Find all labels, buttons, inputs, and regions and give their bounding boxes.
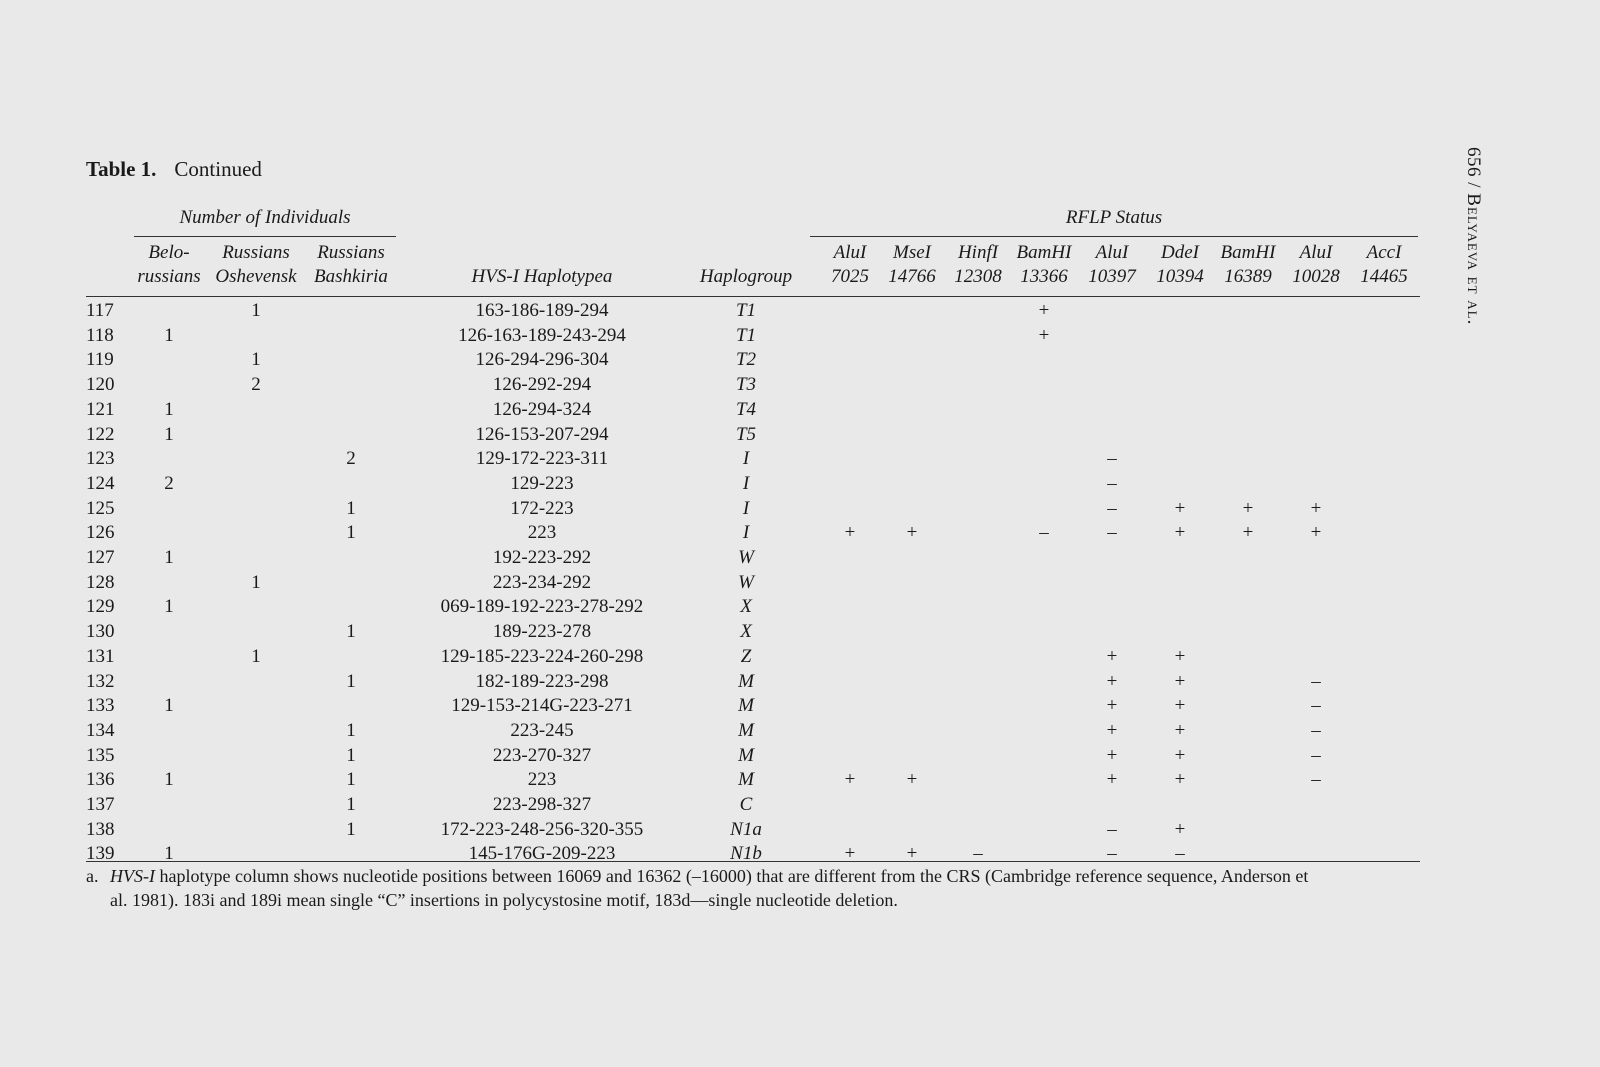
col-header-rflp-3 bbox=[1011, 241, 1077, 289]
col-header-rflp-8-line1: AccI bbox=[1366, 242, 1402, 263]
cell-hg: N1a bbox=[730, 818, 762, 840]
cell-hvs: 129-223 bbox=[510, 472, 574, 494]
cell-n: 134 bbox=[86, 719, 115, 741]
table-row bbox=[86, 768, 1420, 793]
cell-rflp-5: + bbox=[1174, 497, 1186, 519]
cell-belo: 1 bbox=[164, 547, 174, 568]
cell-rflp-6: + bbox=[1242, 522, 1254, 544]
col-header-rflp-1 bbox=[879, 241, 945, 289]
col-header-rflp-1-line1: MseI bbox=[893, 242, 931, 263]
table-number: Table 1. bbox=[86, 157, 157, 181]
cell-bash: 1 bbox=[346, 621, 356, 643]
cell-hg: C bbox=[739, 794, 753, 815]
cell-rflp-5: – bbox=[1175, 843, 1185, 865]
cell-rflp-3: – bbox=[1039, 522, 1049, 544]
cell-hg: M bbox=[738, 769, 754, 791]
cell-rflp-4: + bbox=[1106, 769, 1118, 791]
table-row bbox=[86, 744, 1420, 769]
col-header-belorussians-line2: russians bbox=[137, 266, 201, 287]
cell-rflp-4: + bbox=[1106, 645, 1118, 667]
cell-hg: T5 bbox=[735, 423, 757, 445]
running-head-authors: Belyaeva et al. bbox=[1463, 193, 1484, 326]
col-header-rflp-5 bbox=[1147, 241, 1213, 289]
table-row bbox=[86, 447, 1420, 472]
cell-belo: 1 bbox=[164, 398, 174, 420]
col-header-rflp-6-line1: BamHI bbox=[1220, 242, 1276, 263]
cell-n: 118 bbox=[86, 324, 114, 346]
cell-hvs: 192-223-292 bbox=[492, 547, 592, 568]
col-header-rflp-2-line2: 12308 bbox=[954, 266, 1002, 287]
cell-hg: X bbox=[740, 621, 752, 643]
col-header-haplogroup bbox=[690, 265, 802, 289]
table-row bbox=[86, 546, 1420, 571]
col-header-rflp-0-line2: 7025 bbox=[831, 266, 869, 287]
table-subtitle: Continued bbox=[174, 157, 262, 181]
col-header-belorussians-line1: Belo- bbox=[148, 242, 190, 263]
cell-rflp-4: + bbox=[1106, 670, 1118, 692]
cell-hg: T4 bbox=[735, 398, 757, 420]
cell-hg: T1 bbox=[735, 300, 757, 321]
cell-n: 125 bbox=[86, 497, 115, 519]
running-head bbox=[1462, 147, 1484, 325]
table-row bbox=[86, 818, 1420, 843]
cell-hvs: 182-189-223-298 bbox=[475, 670, 609, 692]
table-row bbox=[86, 595, 1420, 620]
cell-hg: I bbox=[742, 522, 750, 544]
cell-rflp-4: + bbox=[1106, 695, 1118, 717]
cell-n: 126 bbox=[86, 522, 115, 544]
cell-rflp-3: + bbox=[1038, 300, 1050, 321]
col-header-rflp-7-line2: 10028 bbox=[1292, 266, 1340, 287]
cell-belo: 2 bbox=[164, 472, 174, 494]
cell-rflp-4: – bbox=[1107, 522, 1117, 544]
cell-hvs: 145-176G-209-223 bbox=[468, 843, 616, 865]
cell-n: 122 bbox=[86, 423, 115, 445]
col-header-rflp-4-line2: 10397 bbox=[1088, 266, 1136, 287]
cell-rflp-5: + bbox=[1174, 522, 1186, 544]
col-header-oshevensk-line1: Russians bbox=[222, 242, 290, 263]
col-header-rflp-2-line1: HinfI bbox=[957, 242, 999, 263]
cell-hg: M bbox=[738, 744, 754, 766]
cell-bash: 1 bbox=[346, 522, 356, 544]
cell-n: 133 bbox=[86, 695, 115, 717]
cell-bash: 1 bbox=[346, 818, 356, 840]
cell-rflp-7: – bbox=[1311, 719, 1321, 741]
table-row bbox=[86, 348, 1420, 373]
table-footnote bbox=[86, 864, 1420, 912]
cell-hvs: 223-234-292 bbox=[492, 571, 592, 593]
cell-hg: I bbox=[742, 472, 750, 494]
footnote-mark: a. bbox=[86, 866, 99, 886]
col-header-rflp-8 bbox=[1351, 241, 1417, 289]
cell-rflp-4: – bbox=[1107, 843, 1117, 865]
col-header-rflp-7 bbox=[1283, 241, 1349, 289]
table-row bbox=[86, 497, 1420, 522]
cell-hg: M bbox=[738, 695, 754, 717]
cell-rflp-5: + bbox=[1174, 645, 1186, 667]
cell-hvs: 223-270-327 bbox=[492, 744, 592, 766]
cell-hg: I bbox=[742, 497, 750, 519]
group-rule-rflp bbox=[810, 236, 1418, 237]
col-header-belorussians bbox=[134, 241, 204, 289]
cell-n: 137 bbox=[86, 794, 115, 815]
col-header-oshevensk-line2: Oshevensk bbox=[215, 266, 297, 287]
col-header-haplogroup-text: Haplogroup bbox=[699, 266, 793, 287]
col-header-rflp-5-line2: 10394 bbox=[1156, 266, 1204, 287]
cell-n: 117 bbox=[86, 300, 114, 321]
cell-rflp-4: – bbox=[1107, 497, 1117, 519]
cell-belo: 1 bbox=[164, 769, 174, 791]
cell-bash: 2 bbox=[346, 448, 356, 470]
cell-rflp-0: + bbox=[844, 522, 856, 544]
cell-bash: 1 bbox=[346, 497, 356, 519]
cell-n: 131 bbox=[86, 645, 115, 667]
cell-hg: X bbox=[740, 596, 752, 618]
cell-n: 136 bbox=[86, 769, 115, 791]
cell-osh: 1 bbox=[251, 349, 261, 371]
cell-rflp-5: + bbox=[1174, 769, 1186, 791]
cell-rflp-7: – bbox=[1311, 769, 1321, 791]
cell-hvs: 126-294-296-304 bbox=[475, 349, 609, 371]
cell-hg: T1 bbox=[735, 324, 757, 346]
cell-n: 130 bbox=[86, 621, 115, 643]
group-header-individuals: Number of Individuals bbox=[179, 207, 351, 228]
col-header-rflp-8-line2: 14465 bbox=[1360, 266, 1408, 287]
col-header-oshevensk bbox=[212, 241, 300, 289]
cell-rflp-4: – bbox=[1107, 818, 1117, 840]
page-title bbox=[86, 156, 262, 182]
col-header-hvs-haplotype bbox=[442, 265, 642, 289]
table-row bbox=[86, 719, 1420, 744]
footnote-italic-lead: HVS-I bbox=[110, 866, 155, 886]
cell-rflp-5: + bbox=[1174, 719, 1186, 741]
cell-rflp-2: – bbox=[973, 843, 983, 865]
cell-hg: T3 bbox=[735, 374, 757, 396]
group-rule-individuals bbox=[134, 236, 396, 237]
col-header-rflp-7-line1: AluI bbox=[1299, 242, 1333, 263]
table-row bbox=[86, 398, 1420, 423]
cell-n: 123 bbox=[86, 448, 115, 470]
cell-hg: Z bbox=[740, 645, 752, 667]
cell-osh: 1 bbox=[251, 571, 261, 593]
table-row bbox=[86, 521, 1420, 546]
bottom-rule bbox=[86, 861, 1420, 862]
cell-rflp-4: – bbox=[1107, 448, 1117, 470]
cell-n: 129 bbox=[86, 596, 115, 618]
col-header-rflp-6-line2: 16389 bbox=[1224, 266, 1272, 287]
cell-hg: M bbox=[738, 670, 754, 692]
cell-rflp-1: + bbox=[906, 522, 918, 544]
table-row bbox=[86, 620, 1420, 645]
cell-bash: 1 bbox=[346, 670, 356, 692]
cell-hvs: 126-163-189-243-294 bbox=[458, 324, 626, 346]
col-header-rflp-3-line1: BamHI bbox=[1016, 242, 1072, 263]
footnote-text-line1: haplotype column shows nucleotide positions between 16069 and 16362 (–16000) that are different from the CRS (Cambridge reference sequence, Anderson et bbox=[154, 866, 1309, 886]
cell-rflp-7: + bbox=[1310, 497, 1322, 519]
cell-n: 120 bbox=[86, 374, 115, 396]
cell-n: 127 bbox=[86, 547, 115, 568]
cell-rflp-6: + bbox=[1242, 497, 1254, 519]
cell-rflp-7: – bbox=[1311, 695, 1321, 717]
cell-hg: W bbox=[738, 547, 754, 568]
cell-hvs: 223 bbox=[527, 522, 557, 544]
header-rule bbox=[86, 296, 1420, 297]
cell-n: 135 bbox=[86, 744, 115, 766]
cell-bash: 1 bbox=[346, 744, 356, 766]
col-header-bashkiria-line1: Russians bbox=[317, 242, 385, 263]
table-row bbox=[86, 472, 1420, 497]
cell-n: 132 bbox=[86, 670, 115, 692]
cell-rflp-1: + bbox=[906, 769, 918, 791]
col-header-rflp-2 bbox=[945, 241, 1011, 289]
table-row bbox=[86, 645, 1420, 670]
cell-rflp-1: + bbox=[906, 843, 918, 865]
col-header-bashkiria-line2: Bashkiria bbox=[314, 266, 388, 287]
table-row bbox=[86, 571, 1420, 596]
footnote-text-line2: al. 1981). 183i and 189i mean single “C” insertions in polycystosine motif, 183d—single nucleotide deletion. bbox=[110, 890, 898, 910]
table-row bbox=[86, 694, 1420, 719]
cell-n: 128 bbox=[86, 571, 115, 593]
table-row bbox=[86, 324, 1420, 349]
cell-hvs: 172-223-248-256-320-355 bbox=[440, 818, 644, 840]
col-header-rflp-0 bbox=[817, 241, 883, 289]
cell-belo: 1 bbox=[164, 324, 174, 346]
cell-hvs: 163-186-189-294 bbox=[475, 300, 609, 321]
cell-n: 119 bbox=[86, 349, 114, 371]
cell-rflp-7: – bbox=[1311, 744, 1321, 766]
cell-hvs: 172-223 bbox=[510, 497, 574, 519]
cell-hvs: 189-223-278 bbox=[492, 621, 592, 643]
cell-hg: M bbox=[738, 719, 754, 741]
cell-belo: 1 bbox=[164, 843, 174, 865]
col-header-rflp-3-line2: 13366 bbox=[1020, 266, 1068, 287]
cell-hvs: 069-189-192-223-278-292 bbox=[440, 596, 644, 618]
cell-hvs: 129-185-223-224-260-298 bbox=[440, 645, 644, 667]
cell-rflp-5: + bbox=[1174, 670, 1186, 692]
col-header-rflp-6 bbox=[1215, 241, 1281, 289]
cell-n: 139 bbox=[86, 843, 115, 865]
col-header-rflp-5-line1: DdeI bbox=[1161, 242, 1199, 263]
col-header-rflp-4-line1: AluI bbox=[1095, 242, 1129, 263]
page-number: 656 / bbox=[1463, 147, 1484, 189]
cell-osh: 1 bbox=[251, 300, 261, 321]
cell-osh: 1 bbox=[251, 645, 261, 667]
cell-hg: W bbox=[738, 571, 754, 593]
cell-hvs: 126-153-207-294 bbox=[475, 423, 609, 445]
table-row bbox=[86, 423, 1420, 448]
cell-hvs: 223 bbox=[527, 769, 557, 791]
cell-hg: T2 bbox=[735, 349, 757, 371]
cell-rflp-4: + bbox=[1106, 719, 1118, 741]
col-header-hvs-haplotype-text: HVS-I Haplotypea bbox=[471, 266, 613, 287]
col-header-bashkiria bbox=[308, 241, 394, 289]
cell-rflp-7: + bbox=[1310, 522, 1322, 544]
cell-hvs: 126-292-294 bbox=[492, 374, 592, 396]
cell-hvs: 129-172-223-311 bbox=[475, 448, 609, 470]
cell-hvs: 129-153-214G-223-271 bbox=[451, 695, 633, 717]
table-row bbox=[86, 373, 1420, 398]
cell-hvs: 223-245 bbox=[510, 719, 574, 741]
cell-rflp-4: + bbox=[1106, 744, 1118, 766]
col-header-rflp-1-line2: 14766 bbox=[888, 266, 936, 287]
cell-n: 124 bbox=[86, 472, 115, 494]
cell-hg: I bbox=[742, 448, 750, 470]
cell-rflp-5: + bbox=[1174, 818, 1186, 840]
cell-bash: 1 bbox=[346, 769, 356, 791]
cell-hg: N1b bbox=[730, 843, 762, 865]
cell-rflp-0: + bbox=[844, 769, 856, 791]
col-header-rflp-0-line1: AluI bbox=[833, 242, 867, 263]
cell-n: 121 bbox=[86, 398, 115, 420]
cell-bash: 1 bbox=[346, 794, 356, 815]
cell-osh: 2 bbox=[251, 374, 261, 396]
cell-rflp-4: – bbox=[1107, 472, 1117, 494]
cell-belo: 1 bbox=[164, 423, 174, 445]
cell-belo: 1 bbox=[164, 695, 174, 717]
table-row bbox=[86, 299, 1420, 324]
cell-rflp-5: + bbox=[1174, 744, 1186, 766]
cell-belo: 1 bbox=[164, 596, 174, 618]
cell-rflp-5: + bbox=[1174, 695, 1186, 717]
cell-rflp-3: + bbox=[1038, 324, 1050, 346]
col-header-rflp-4 bbox=[1079, 241, 1145, 289]
cell-bash: 1 bbox=[346, 719, 356, 741]
table-row bbox=[86, 670, 1420, 695]
cell-rflp-0: + bbox=[844, 843, 856, 865]
table-row bbox=[86, 793, 1420, 818]
group-header-rflp: RFLP Status bbox=[1065, 207, 1163, 228]
cell-hvs: 126-294-324 bbox=[492, 398, 592, 420]
cell-rflp-7: – bbox=[1311, 670, 1321, 692]
cell-n: 138 bbox=[86, 818, 115, 840]
cell-hvs: 223-298-327 bbox=[492, 794, 592, 815]
